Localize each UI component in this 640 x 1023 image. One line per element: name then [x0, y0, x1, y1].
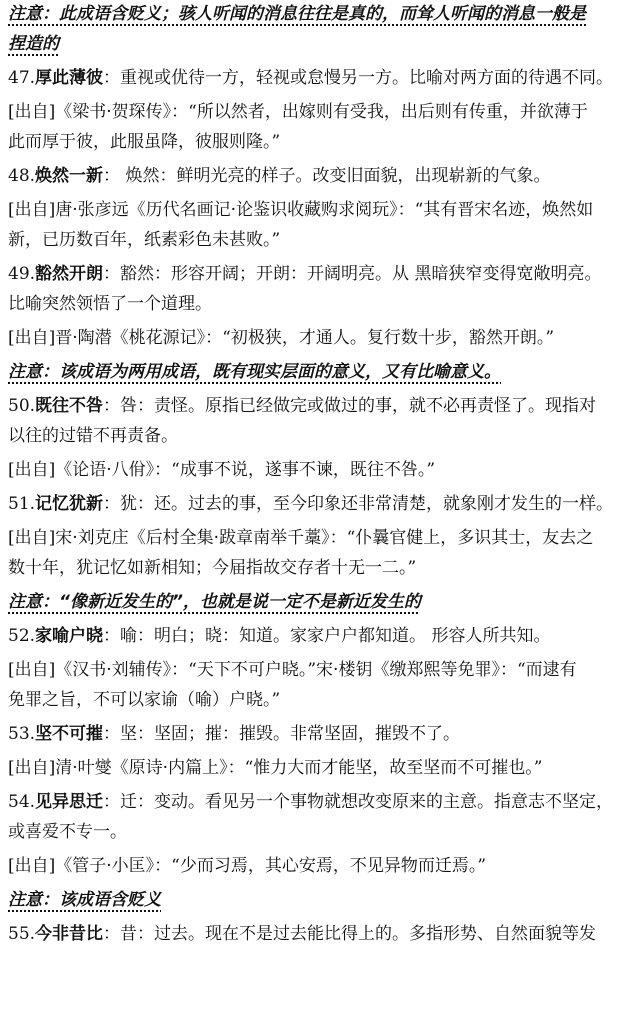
text-line — [8, 720, 632, 748]
entry-number: 49. — [8, 264, 36, 284]
body-text: 免罪之旨，不可以家谕（喻）户晓。” — [8, 690, 281, 710]
text-line — [8, 490, 632, 518]
body-text: 比喻突然领悟了一个道理。 — [8, 294, 212, 314]
text-line — [8, 920, 632, 948]
text-line — [8, 290, 632, 318]
idiom-entry — [8, 162, 632, 190]
entry-number: 50. — [8, 396, 36, 416]
body-text: ：昔：过去。现在不是过去能比得上的。多指形势、自然面貌等发 — [103, 924, 597, 944]
text-line — [8, 422, 632, 450]
idiom-term: 豁然开朗 — [35, 264, 104, 284]
body-text: ：迁：变动。看见另一个事物就想改变原来的主意。指意志不坚定， — [103, 792, 614, 812]
text-line — [8, 886, 632, 914]
entry-number: 47. — [8, 68, 36, 88]
body-text: 新，已历数百年，纸素彩色未甚败。” — [8, 230, 281, 250]
idiom-entry — [8, 788, 632, 846]
body-text: [出自]《论语·八佾》：“成事不说，遂事不谏，既往不咎。” — [8, 460, 436, 480]
idiom-entry — [8, 920, 632, 948]
text-line — [8, 0, 632, 28]
idiom-term: 家喻户晓 — [35, 626, 104, 646]
source-citation — [8, 852, 632, 880]
text-line — [8, 128, 632, 156]
text-line — [8, 852, 632, 880]
text-line — [8, 754, 632, 782]
note-text: 注意：该成语为两用成语，既有现实层面的意义，又有比喻意义。 — [8, 362, 501, 382]
text-line — [8, 260, 632, 288]
text-line — [8, 30, 632, 58]
body-text: 此而厚于彼，此服虽降，彼服则隆。” — [8, 132, 281, 152]
body-text: [出自]《梁书·贺琛传》：“所以然者，出嫁则有受我，出后则有传重，并欲薄于 — [8, 102, 588, 122]
note-paragraph — [8, 358, 632, 386]
note-paragraph — [8, 588, 632, 616]
body-text: [出自]《汉书·刘辅传》：“天下不可户晓。”宋·楼钥《缴郑熙等免罪》：“而逮有 — [8, 660, 577, 680]
text-line — [8, 656, 632, 684]
body-text: ：豁然：形容开阔；开朗：开阔明亮。从 黑暗狭窄变得宽敞明亮。 — [103, 264, 602, 284]
idiom-term: 焕然一新 — [35, 166, 104, 186]
idiom-entry — [8, 64, 632, 92]
body-text: 以往的过错不再责备。 — [8, 426, 178, 446]
idiom-entry — [8, 720, 632, 748]
body-text: [出自]唐·张彦远《历代名画记·论鉴识收藏购求阅玩》：“其有晋宋名迹，焕然如 — [8, 200, 594, 220]
idiom-list — [8, 0, 632, 948]
body-text: ： 焕然：鲜明光亮的样子。改变旧面貌，出现崭新的气象。 — [103, 166, 551, 186]
source-citation — [8, 524, 632, 582]
text-line — [8, 324, 632, 352]
text-line — [8, 588, 632, 616]
source-citation — [8, 98, 632, 156]
source-citation — [8, 196, 632, 254]
body-text: ：喻：明白；晓：知道。家家户户都知道。 形容人所共知。 — [103, 626, 551, 646]
text-line — [8, 358, 632, 386]
entry-number: 53. — [8, 724, 36, 744]
text-line — [8, 98, 632, 126]
note-text: 注意：“像新近发生的”，也就是说一定不是新近发生的 — [8, 592, 421, 612]
idiom-entry — [8, 490, 632, 518]
text-line — [8, 162, 632, 190]
idiom-entry — [8, 622, 632, 650]
idiom-term: 既往不咎 — [35, 396, 104, 416]
text-line — [8, 64, 632, 92]
idiom-entry — [8, 392, 632, 450]
note-paragraph — [8, 0, 632, 58]
body-text: [出自]宋·刘克庄《后村全集·跋章南举千藁》：“仆曩官健上，多识其士，友去之 — [8, 528, 594, 548]
body-text: ：犹：还。过去的事，至今印象还非常清楚，就象刚才发生的一样。 — [103, 494, 614, 514]
entry-number: 48. — [8, 166, 36, 186]
note-paragraph — [8, 886, 632, 914]
idiom-entry — [8, 260, 632, 318]
note-text: 捏造的 — [8, 34, 59, 54]
text-line — [8, 226, 632, 254]
text-line — [8, 196, 632, 224]
text-line — [8, 392, 632, 420]
idiom-term: 记忆犹新 — [35, 494, 104, 514]
text-line — [8, 788, 632, 816]
text-line — [8, 818, 632, 846]
source-citation — [8, 754, 632, 782]
entry-number: 51. — [8, 494, 36, 514]
idiom-term: 坚不可摧 — [35, 724, 104, 744]
body-text: 或喜爱不专一。 — [8, 822, 127, 842]
source-citation — [8, 456, 632, 484]
note-text: 注意：此成语含贬义；骇人听闻的消息往往是真的，而耸人听闻的消息一般是 — [8, 4, 586, 24]
entry-number: 55. — [8, 924, 36, 944]
source-citation — [8, 324, 632, 352]
entry-number: 52. — [8, 626, 36, 646]
source-citation — [8, 656, 632, 714]
body-text: 数十年，犹记忆如新相知；今届指故交存者十无一二。” — [8, 558, 417, 578]
body-text: ：坚：坚固；摧：摧毁。非常坚固，摧毁不了。 — [103, 724, 461, 744]
text-line — [8, 686, 632, 714]
text-line — [8, 554, 632, 582]
text-line — [8, 524, 632, 552]
idiom-term: 今非昔比 — [35, 924, 104, 944]
body-text: [出自]《管子·小匡》：“少而习焉，其心安焉，不见异物而迁焉。” — [8, 856, 487, 876]
text-line — [8, 622, 632, 650]
text-line — [8, 456, 632, 484]
body-text: [出自]清·叶燮《原诗·内篇上》：“惟力大而才能坚，故至坚而不可摧也。” — [8, 758, 543, 778]
note-text: 注意：该成语含贬义 — [8, 890, 161, 910]
entry-number: 54. — [8, 792, 36, 812]
body-text: [出自]晋·陶潜《桃花源记》：“初极狭，才通人。复行数十步，豁然开朗。” — [8, 328, 555, 348]
body-text: ：重视或优待一方，轻视或怠慢另一方。比喻对两方面的待遇不同。 — [103, 68, 614, 88]
idiom-term: 厚此薄彼 — [35, 68, 104, 88]
idiom-term: 见异思迁 — [35, 792, 104, 812]
body-text: ：咎：责怪。原指已经做完或做过的事，就不必再责怪了。现指对 — [103, 396, 597, 416]
